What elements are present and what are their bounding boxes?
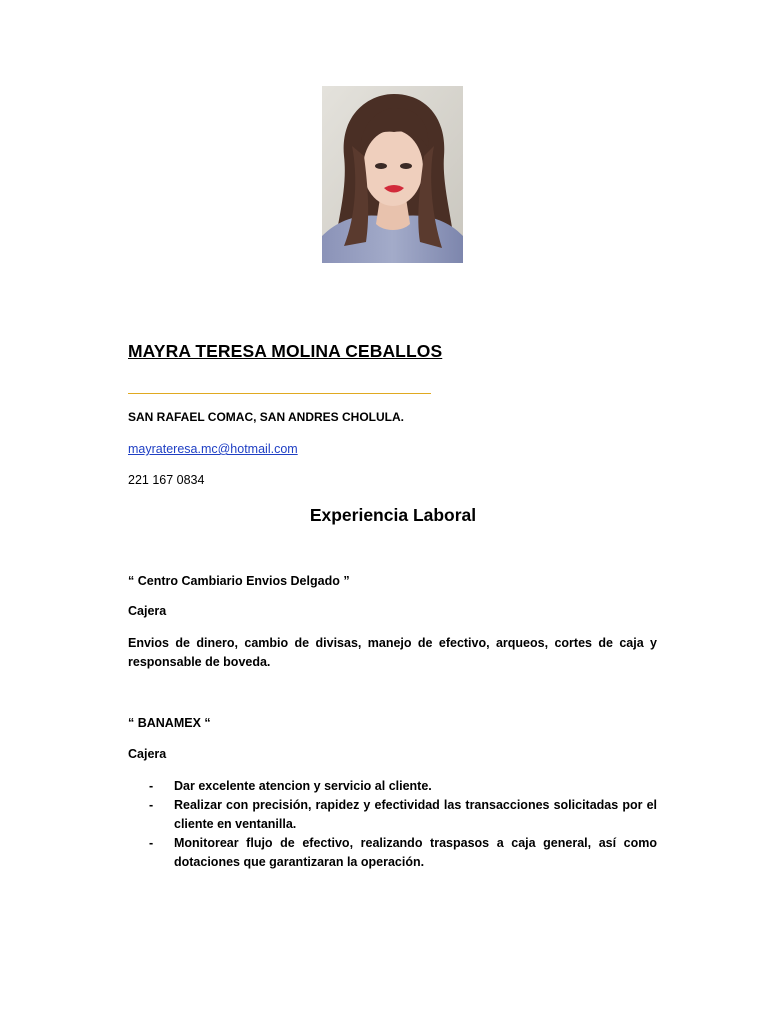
- duties-list: [128, 777, 657, 872]
- duty-text: Dar excelente atencion y servicio al cliente.: [174, 779, 432, 793]
- job-company: “ Centro Cambiario Envios Delgado ”: [128, 574, 350, 588]
- job-company: “ BANAMEX “: [128, 716, 211, 730]
- candidate-name: MAYRA TERESA MOLINA CEBALLOS: [128, 341, 443, 361]
- bullet-dash: -: [149, 779, 154, 793]
- job-role: Cajera: [128, 747, 167, 761]
- profile-photo: [322, 86, 463, 263]
- duty-text: Monitorear flujo de efectivo, realizando traspasos a caja general, así como dotaciones que garantizaran la operación.: [174, 836, 657, 869]
- list-item: [128, 777, 657, 796]
- job-role: Cajera: [128, 604, 167, 618]
- email-link[interactable]: mayrateresa.mc@hotmail.com: [128, 442, 298, 456]
- bullet-dash: -: [149, 836, 154, 850]
- phone-number: 221 167 0834: [128, 473, 205, 487]
- list-item: [128, 834, 657, 872]
- divider-line: [128, 393, 431, 394]
- list-item: [128, 796, 657, 834]
- section-title-experience: Experiencia Laboral: [309, 505, 477, 525]
- duty-text: Realizar con precisión, rapidez y efectividad las transacciones solicitadas por el cliente en ventanilla.: [174, 798, 657, 831]
- portrait-photo-icon: [322, 86, 463, 263]
- address: SAN RAFAEL COMAC, SAN ANDRES CHOLULA.: [128, 410, 405, 424]
- job-description: Envios de dinero, cambio de divisas, manejo de efectivo, arqueos, cortes de caja y responsable de boveda.: [128, 636, 657, 669]
- bullet-dash: -: [149, 798, 154, 812]
